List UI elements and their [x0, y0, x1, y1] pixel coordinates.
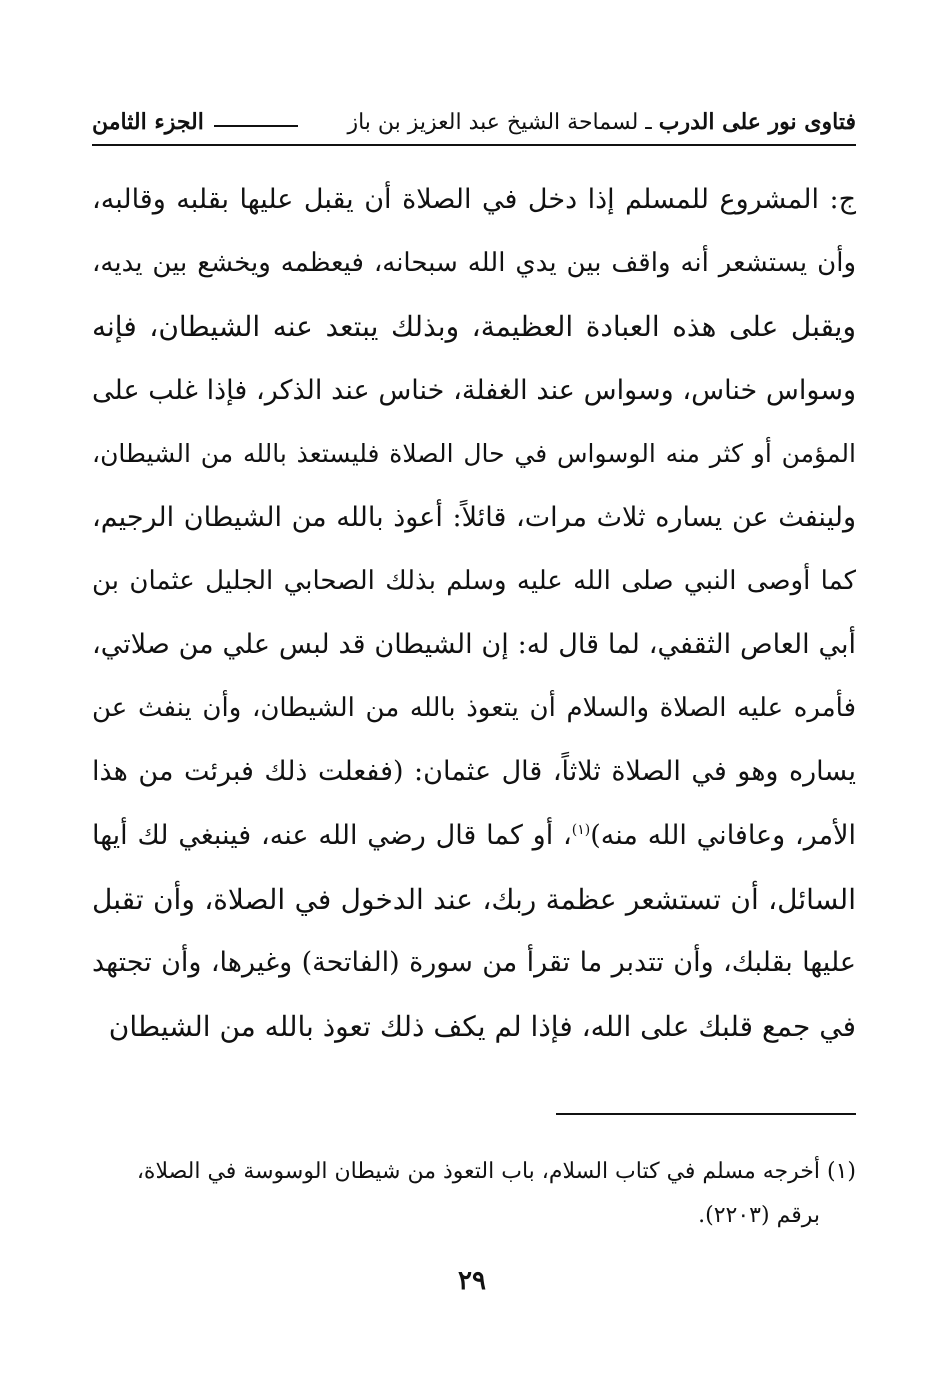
text-line: ولينفث عن يساره ثلاث مرات، قائلاً: أعوذ بالله من الشيطان الرجيم،: [92, 501, 856, 533]
text-line: يساره وهو في الصلاة ثلاثاً، قال عثمان: (ففعلت ذلك فبرئت من هذا: [92, 756, 856, 788]
text-line: في جمع قلبك على الله، فإذا لم يكف ذلك تعوذ بالله من الشيطان: [108, 1009, 856, 1043]
text-line: فأمره عليه الصلاة والسلام أن يتعوذ بالله من الشيطان، وأن ينفث عن: [92, 692, 856, 723]
text-line: كما أوصى النبي صلى الله عليه وسلم بذلك الصحابي الجليل عثمان بن: [92, 565, 856, 596]
text-line: أبي العاص الثقفي، لما قال له: إن الشيطان قد لبس علي من صلاتي،: [92, 629, 856, 661]
text-line: المؤمن أو كثر منه الوسواس في حال الصلاة فليستعذ بالله من الشيطان،: [92, 439, 856, 469]
main-text: [92, 168, 856, 1058]
footnote-line: برقم (٢٢٠٣).: [698, 1203, 820, 1228]
page-number: ٢٩: [458, 1266, 486, 1296]
text-line: وسواس خناس، وسواس عند الغفلة، خناس عند الذكر، فإذا غلب على: [92, 374, 856, 406]
text-segment: ، أو كما قال رضي الله عنه، فينبغي لك أيها: [92, 819, 572, 851]
footnote-separator: [556, 1113, 856, 1115]
text-line: عليها بقلبك، وأن تتدبر ما تقرأ من سورة (الفاتحة) وغيرها، وأن تجتهد: [92, 947, 856, 979]
header-title-group: [347, 109, 856, 135]
text-line: السائل، أن تستشعر عظمة ربك، عند الدخول في الصلاة، وأن تقبل: [92, 882, 856, 916]
header-divider: [214, 125, 298, 127]
header-author: ـ لسماحة الشيخ عبد العزيز بن باز: [347, 110, 652, 135]
header-book-title: فتاوى نور على الدرب: [658, 109, 856, 135]
header-part-label: الجزء الثامن: [92, 109, 204, 135]
footnote-line: (١) أخرجه مسلم في كتاب السلام، باب التعوذ من شيطان الوسوسة في الصلاة،: [136, 1159, 856, 1184]
text-line-with-footnote: [92, 804, 856, 868]
footnote: [92, 1150, 856, 1238]
text-line: وأن يستشعر أنه واقف بين يدي الله سبحانه، فيعظمه ويخشع بين يديه،: [92, 247, 856, 278]
footnote-marker[interactable]: (١): [571, 821, 591, 838]
header-part-group: [92, 109, 308, 135]
text-segment: الأمر، وعافاني الله منه): [590, 819, 857, 851]
text-line: ويقبل على هذه العبادة العظيمة، وبذلك يبتعد عنه الشيطان، فإنه: [92, 310, 856, 344]
text-line: ج: المشروع للمسلم إذا دخل في الصلاة أن يقبل عليها بقلبه وقالبه،: [92, 184, 856, 215]
running-header: [92, 100, 856, 146]
